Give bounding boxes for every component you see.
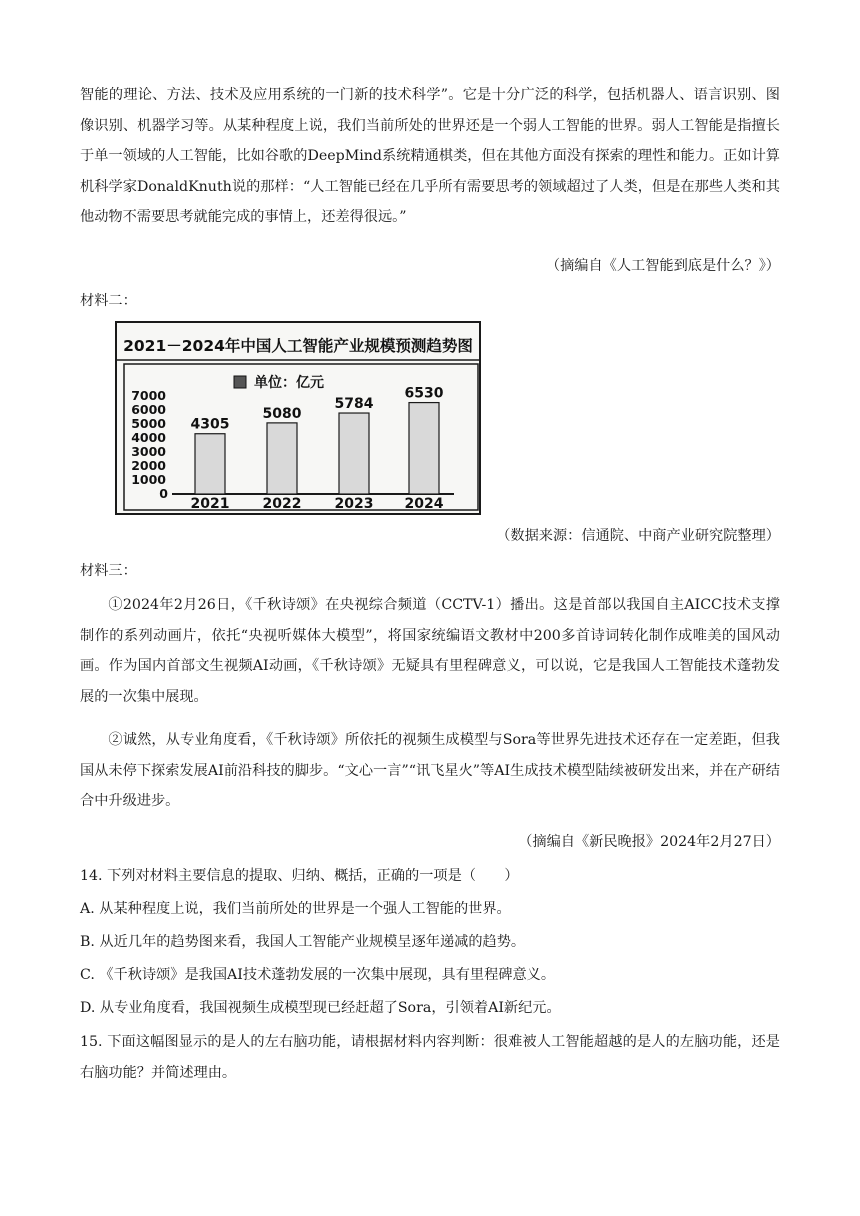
question-14-option-c: C. 《千秋诗颂》是我国AI技术蓬勃发展的一次集中展现，具有里程碑意义。 (80, 967, 556, 983)
question-14-stem: 14. 下列对材料主要信息的提取、归纳、概括，正确的一项是（ ） (80, 868, 519, 884)
chart-svg (114, 320, 482, 516)
material-three-heading: 材料三： (80, 563, 137, 579)
y-tick-label: 3000 (131, 444, 166, 459)
y-tick-label: 2000 (131, 458, 166, 473)
material-two-heading: 材料二： (80, 293, 137, 309)
unit-icon (234, 376, 246, 388)
y-tick-label: 7000 (131, 388, 166, 403)
material-one-source: （摘编自《人工智能到底是什么？》） (545, 258, 780, 274)
bar-2024 (409, 403, 439, 494)
bar-2022 (267, 423, 297, 494)
bar-data-label: 5784 (334, 396, 374, 413)
question-14-option-d: D. 从专业角度看，我国视频生成模型现已经赶超了Sora，引领着AI新纪元。 (80, 1000, 561, 1016)
bar-data-label: 4305 (190, 416, 230, 433)
question-14-option-b: B. 从近几年的趋势图来看，我国人工智能产业规模呈逐年递减的趋势。 (80, 934, 526, 950)
bar-2023 (339, 413, 369, 494)
y-tick-label: 5000 (131, 416, 166, 431)
material-two-source: （数据来源：信通院、中商产业研究院整理） (496, 528, 780, 544)
y-tick-label: 1000 (131, 472, 166, 487)
question-15-stem: 15. 下面这幅图显示的是人的左右脑功能，请根据材料内容判断：很难被人工智能超越的是人的左脑功能，还是右脑功能？并简述理由。 (80, 1034, 780, 1081)
x-tick-label: 2022 (262, 496, 302, 512)
y-tick-label: 4000 (131, 430, 166, 445)
chart-title: 2021－2024年中国人工智能产业规模预测趋势图 (123, 337, 473, 355)
material-three-paragraph-2: ②诚然，从专业角度看，《千秋诗颂》所依托的视频生成模型与Sora等世界先进技术还存在一定差距，但我国从未停下探索发展AI前沿科技的脚步。“文心一言”“讯飞星火”等AI生成技术模型陆续被研发出来，并在产研结合中升级进步。 (80, 732, 780, 809)
bar-chart (114, 320, 482, 516)
bar-data-label: 5080 (262, 405, 302, 422)
bar-data-label: 6530 (404, 385, 444, 402)
material-three-source: （摘编自《新民晚报》2024年2月27日） (518, 834, 780, 850)
y-tick-label: 6000 (131, 402, 166, 417)
bar-2021 (195, 434, 225, 494)
y-axis-ticks (131, 388, 168, 501)
x-tick-label: 2024 (404, 496, 444, 512)
unit-label: 单位：亿元 (254, 375, 324, 391)
material-one-paragraph: 智能的理论、方法、技术及应用系统的一门新的技术科学”。它是十分广泛的科学，包括机器人、语言识别、图像识别、机器学习等。从某种程度上说，我们当前所处的世界还是一个弱人工智能的世界。弱人工智能是指擅长于单一领域的人工智能，比如谷歌的DeepMind系统精通棋类，但在其他方面没有探索的理性和能力。正如计算机科学家DonaldKnuth说的那样：“人工智能已经在几乎所有需要思考的领域超过了人类，但是在那些人类和其他动物不需要思考就能完成的事情上，还差得很远。” (80, 87, 780, 225)
y-tick-label: 0 (159, 486, 168, 501)
x-tick-label: 2023 (334, 496, 374, 512)
material-three-paragraph-1: ①2024年2月26日，《千秋诗颂》在央视综合频道（CCTV-1）播出。这是首部以我国自主AICC技术支撑制作的系列动画片，依托“央视听媒体大模型”，将国家统编语文教材中200多首诗词转化制作成唯美的国风动画。作为国内首部文生视频AI动画，《千秋诗颂》无疑具有里程碑意义，可以说，它是我国人工智能技术蓬勃发展的一次集中展现。 (80, 597, 780, 705)
x-tick-label: 2021 (190, 496, 230, 512)
question-14-option-a: A. 从某种程度上说，我们当前所处的世界是一个强人工智能的世界。 (80, 901, 511, 917)
